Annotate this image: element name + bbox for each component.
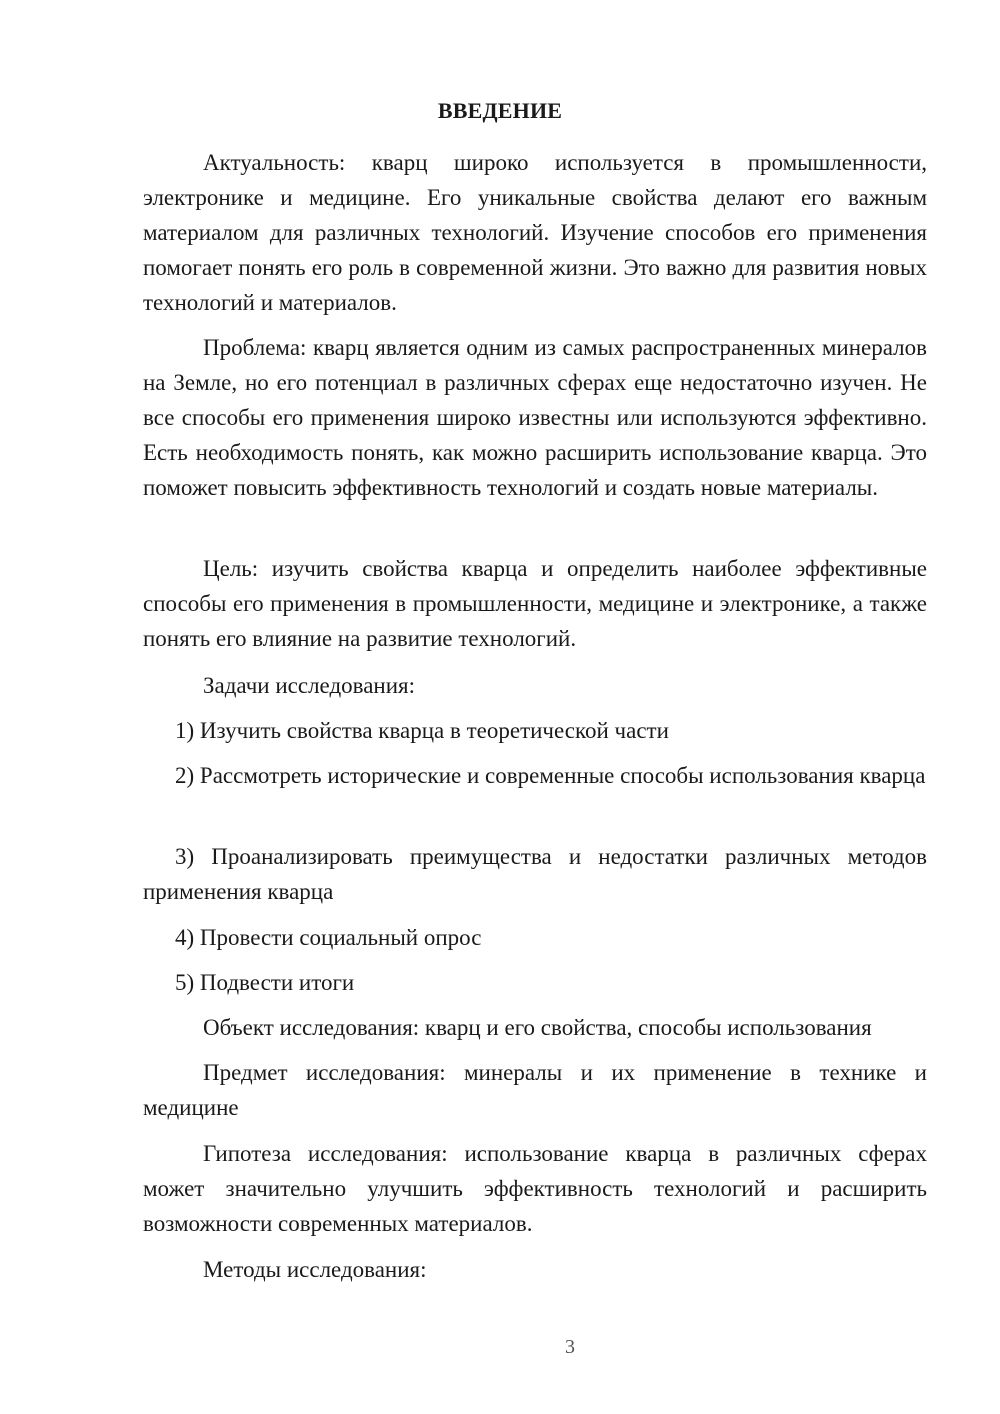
hypothesis-paragraph: Гипотеза исследования: использование кварца в различных сферах может значительно улучшить эффективность технологий и расширить возможности современных материалов.	[143, 1141, 927, 1236]
goal-paragraph: Цель: изучить свойства кварца и определить наиболее эффективные способы его применения в промышленности, медицине и электронике, а также понять его влияние на развитие технологий.	[143, 556, 927, 651]
subject-paragraph: Предмет исследования: минералы и их применение в технике и медицине	[143, 1060, 927, 1120]
page-number: 3	[565, 1336, 575, 1358]
task-item-2: 2) Рассмотреть исторические и современные способы использования кварца	[175, 763, 926, 788]
object-paragraph: Объект исследования: кварц и его свойства, способы использования	[203, 1015, 872, 1040]
task-item-5: 5) Подвести итоги	[175, 970, 355, 995]
task-item-1: 1) Изучить свойства кварца в теоретической части	[175, 718, 669, 743]
methods-heading: Методы исследования:	[203, 1257, 427, 1282]
task-item-4: 4) Провести социальный опрос	[175, 925, 482, 950]
tasks-heading: Задачи исследования:	[203, 673, 416, 698]
problem-paragraph: Проблема: кварц является одним из самых распространенных минералов на Земле, но его потенциал в различных сферах еще недостаточно изучен. Не все способы его применения широко известны или используются эффективно. Есть необходимость понять, как можно расширить использование кварца. Это поможет повысить эффективность технологий и создать новые материалы.	[143, 335, 927, 500]
relevance-paragraph: Актуальность: кварц широко используется в промышленности, электронике и медицине. Его уникальные свойства делают его важным материалом для различных технологий. Изучение способов его применения помогает понять его роль в современной жизни. Это важно для развития новых технологий и материалов.	[143, 150, 927, 315]
section-title: ВВЕДЕНИЕ	[437, 98, 563, 123]
task-item-3: 3) Проанализировать преимущества и недостатки различных методов применения кварца	[143, 844, 927, 904]
